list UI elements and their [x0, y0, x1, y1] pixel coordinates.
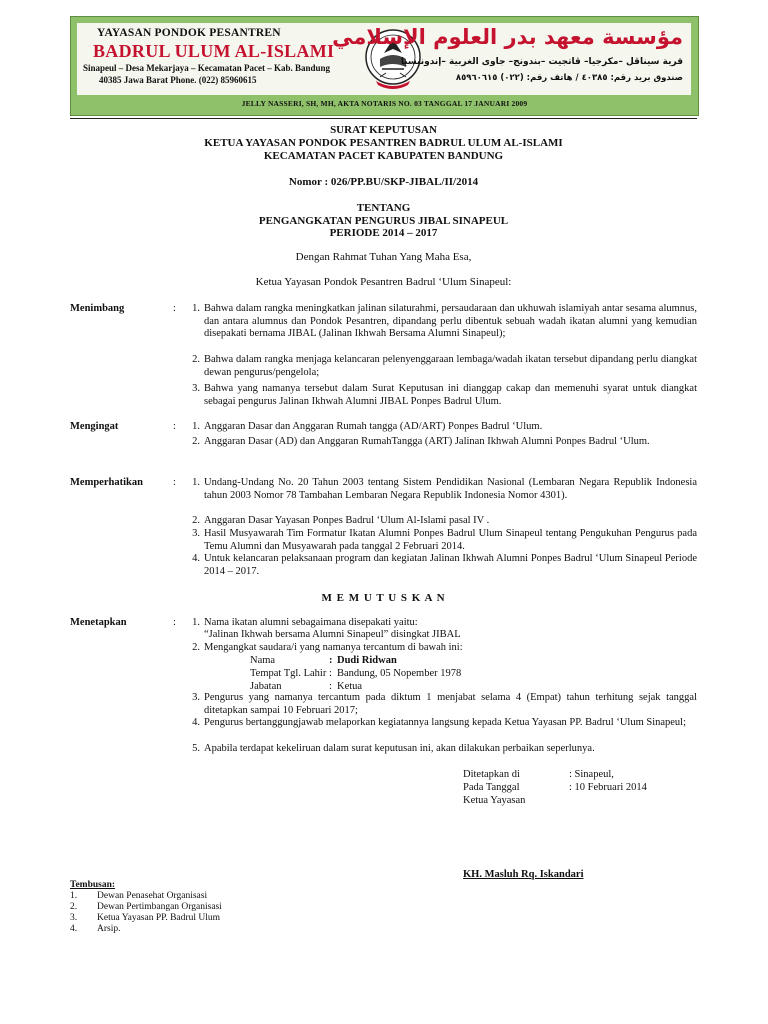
menetapkan-label: Menetapkan [70, 617, 127, 628]
place-label: Ditetapkan di [463, 769, 520, 780]
decree-period: PERIODE 2014 – 2017 [329, 227, 438, 239]
list-item: Anggaran Dasar dan Anggaran Rumah tangga (AD/ART) Ponpes Badrul ‘Ulum. [204, 421, 543, 432]
list-item: Bahwa dalam rangka menjaga kelancaran pelenyenggaraan lembaga/wadah ikatan tersebut dipandang perlu diangkat dewan pengurus/pengelola; [204, 354, 697, 378]
decree-issuer: KETUA YAYASAN PONDOK PESANTREN BADRUL ULUM AL-ISLAMI [204, 137, 563, 149]
mengingat-colon: : [173, 421, 176, 432]
list-item: Bahwa yang namanya tersebut dalam Surat Keputusan ini dianggap cakap dan memenuhi syarat untuk diangkat sebagai pengurus Jalinan Ikhwah Alumni JIBAL Ponpes Badrul Ulum. [204, 383, 697, 407]
list-number: 2. [192, 354, 200, 365]
list-number: 1. [192, 617, 200, 628]
list-item: Anggaran Dasar Yayasan Ponpes Badrul ‘Ulum Al-Islami pasal IV . [204, 515, 490, 526]
list-item: Dewan Pertimbangan Organisasi [97, 902, 222, 912]
institution-name: BADRUL ULUM AL-ISLAMI [93, 41, 335, 61]
address-line-2: 40385 Jawa Barat Phone. (022) 85960615 [99, 75, 257, 85]
date-value: : 10 Februari 2014 [569, 782, 647, 793]
memperhatikan-colon: : [173, 477, 176, 488]
list-item: Arsip. [97, 924, 121, 934]
menimbang-colon: : [173, 303, 176, 314]
list-number: 2. [70, 902, 78, 912]
tembusan-label: Tembusan: [70, 880, 116, 890]
list-item: Hasil Musyawarah Tim Formatur Ikatan Alumni Ponpes Badrul Ulum Sinapeul tentang Pengukuhan Pengurus pada Temu Alumni dan Musyawarah pada tanggal 2 Februari 2014. [204, 528, 697, 552]
decree-district: KECAMATAN PACET KABUPATEN BANDUNG [263, 150, 504, 162]
list-number: 2. [192, 436, 200, 447]
list-number: 1. [192, 477, 200, 488]
alumni-name-line: “Jalinan Ikhwah bersama Alumni Sinapeul” disingkat JIBAL [204, 629, 461, 640]
list-number: 3. [192, 528, 200, 539]
list-item: Untuk kelancaran pelaksanaan program dan kegiatan Jalinan Ikhwah Alumni Ponpes Badrul ‘Ulum Sinapeul Periode 2014 – 2017. [204, 553, 697, 577]
decree-subject: PENGANGKATAN PENGURUS JIBAL SINAPEUL [258, 215, 509, 227]
menimbang-label: Menimbang [70, 303, 125, 314]
list-number: 3. [192, 383, 200, 394]
field-label-birth: Tempat Tgl. Lahir [250, 668, 327, 679]
appointee-position: Ketua [337, 681, 363, 692]
field-label-name: Nama [250, 655, 276, 666]
list-item: Anggaran Dasar (AD) dan Anggaran RumahTangga (ART) Jalinan Ikhwah Alumni Ponpes Badrul ‘Ulum. [204, 436, 650, 447]
appointee-birth: Bandung, 05 Nopember 1978 [337, 668, 462, 679]
list-item: Pengurus bertanggungjawab melaporkan kegiatannya langsung kepada Ketua Yayasan PP. Badrul ‘Ulum Sinapeul; [204, 717, 687, 728]
list-number: 2. [192, 515, 200, 526]
field-sep: : [329, 681, 332, 692]
list-number: 1. [70, 891, 78, 901]
memutuskan-heading: M E M U T U S K A N [321, 592, 446, 604]
list-item: Mengangkat saudara/i yang namanya tercantum di bawah ini: [204, 642, 463, 653]
list-number: 2. [192, 642, 200, 653]
date-label: Pada Tanggal [463, 782, 520, 793]
list-item: Apabila terdapat kekeliruan dalam surat keputusan ini, akan dilakukan perbaikan seperlunya. [204, 743, 595, 754]
list-item: Dewan Penasehat Organisasi [97, 891, 208, 901]
signer-role: Ketua Yayasan [463, 795, 526, 806]
list-number: 4. [70, 924, 78, 934]
appointee-name: Dudi Ridwan [337, 655, 397, 666]
arabic-address: قرية سيناڤل –مكرجيا– ڤاتجيت –بندونج– جاوى الغربية –إندونيسيا [400, 57, 683, 67]
decree-number: Nomor : 026/PP.BU/SKP-JIBAL/II/2014 [288, 176, 479, 188]
list-number: 4. [192, 553, 200, 564]
field-sep: : [329, 668, 332, 679]
list-number: 3. [70, 913, 78, 923]
address-line-1: Sinapeul – Desa Mekarjaya – Kecamatan Pacet – Kab. Bandung [83, 63, 331, 73]
list-number: 1. [192, 421, 200, 432]
list-number: 1. [192, 303, 200, 314]
foundation-label: YAYASAN PONDOK PESANTREN [97, 27, 281, 39]
list-item: Nama ikatan alumni sebagaimana disepakati yaitu: [204, 617, 418, 628]
memperhatikan-label: Memperhatikan [70, 477, 143, 488]
list-item: Bahwa dalam rangka meningkatkan jalinan silaturahmi, persaudaraan dan ukhuwah islamiyah antar sesama alumnus, dan antara alumnus dan Pondok Pesantren, dipandang perlu dibentuk sebuah wadah ikatan alumni yang kemudian disepakati bernama JIBAL (Jalinan Ikhwah Bersama Alumni Sinapeul); [204, 303, 697, 340]
arabic-name: مؤسسة معهد بدر العلوم الإسلامي [332, 25, 683, 49]
list-item: Undang-Undang No. 20 Tahun 2003 tentang Sistem Pendidikan Nasional (Lembaran Negara Republik Indonesia tahun 2003 Nomor 78 Tambahan Lembaran Negara Republik Indonesia Nomor 4301). [204, 477, 697, 501]
field-sep: : [329, 655, 333, 666]
notary-line: JELLY NASSERI, SH, MH, AKTA NOTARIS NO. 03 TANGGAL 17 JANUARI 2009 [241, 99, 528, 108]
arabic-postal: صندوق بريد رقم: ٤٠٣٨٥ / هاتف رقم: (٠٢٢) ٨٥٩٦٠٦١٥ [455, 73, 683, 83]
letterhead [70, 16, 699, 116]
list-item: Pengurus yang namanya tercantum pada diktum 1 menjabat selama 4 (Empat) tahun terhitung sejak tanggal ditetapkan sampai 10 Februari 2017; [204, 692, 697, 716]
opening-line: Ketua Yayasan Pondok Pesantren Badrul ‘Ulum Sinapeul: [255, 276, 512, 288]
about-label: TENTANG [356, 202, 411, 214]
mengingat-label: Mengingat [70, 421, 119, 432]
decree-title: SURAT KEPUTUSAN [330, 124, 437, 136]
list-item: Ketua Yayasan PP. Badrul Ulum [97, 913, 220, 923]
menetapkan-colon: : [173, 617, 176, 628]
list-number: 4. [192, 717, 200, 728]
place-value: : Sinapeul, [569, 769, 614, 780]
letterhead-panel [77, 23, 691, 95]
list-number: 5. [192, 743, 200, 754]
signer-name: KH. Masluh Rq. Iskandari [463, 869, 584, 880]
list-number: 3. [192, 692, 200, 703]
field-label-position: Jabatan [250, 681, 282, 692]
header-divider [70, 118, 697, 119]
blessing-line: Dengan Rahmat Tuhan Yang Maha Esa, [295, 251, 472, 263]
